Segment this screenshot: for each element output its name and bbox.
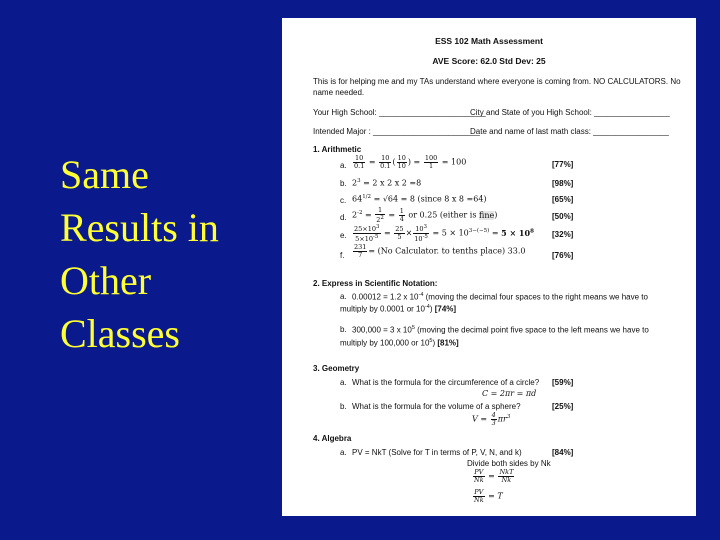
sci-heading: 2. Express in Scientific Notation:	[313, 279, 438, 288]
slide-title	[60, 148, 260, 360]
arith-b-exponent: 3	[357, 178, 361, 184]
geo-a-question: What is the formula for the circumference of a circle?	[352, 378, 540, 387]
alg-divide-note: Divide both sides by Nk	[467, 459, 551, 468]
arith-b-percent: [98%]	[552, 179, 574, 188]
sci-a-line2: multiply by 0.0001 or $10^{-4}$) [74%]	[340, 304, 457, 314]
arith-b-expression: $2^3 = 2$ x 2 x 2 =8	[352, 178, 422, 188]
arith-d-expression: $2^{-2}$ = $\frac{1}{2^2}$ = $\frac{1}{4}$ or 0.25 (either is fine)	[352, 206, 498, 225]
arith-d-percent: [50%]	[552, 212, 574, 221]
arith-a-expression: $\frac{10}{0.1}$ = $\frac{10}{0.1}$ ( $\frac{10}{10}$ ) = $\frac{100}{1}$ = 100	[354, 154, 467, 170]
arith-e-label: e.	[340, 231, 347, 240]
slide-title-line-4: Classes	[60, 311, 180, 356]
arith-f-text: = (No Calculator. to tenths place) 33.0	[368, 246, 526, 256]
assessment-document	[282, 18, 696, 516]
geo-a-percent: [59%]	[552, 378, 574, 387]
sci-a-line1: 0.00012 = 1.2 x $10^{-4}$ (moving the decimal four spaces to the right means we have to	[352, 292, 648, 302]
sci-b-line1: 300,000 = 3 x $10^5$ (moving the decimal point five space to the left means we have to	[352, 325, 649, 335]
arith-d-label: d.	[340, 213, 347, 222]
sci-a-percent: [74%]	[434, 304, 457, 314]
arith-c-label: c.	[340, 196, 347, 205]
arith-e-percent: [32%]	[552, 230, 574, 239]
slide-title-line-3: Other	[60, 258, 152, 303]
document-title: ESS 102 Math Assessment	[435, 36, 543, 46]
arith-c-percent: [65%]	[552, 195, 574, 204]
geo-b-question: What is the formula for the volume of a sphere?	[352, 402, 521, 411]
score-line: AVE Score: 62.0 Std Dev: 25	[432, 56, 546, 66]
sci-a-label: a.	[340, 292, 347, 301]
intro-line-1: This is for helping me and my TAs understand where everyone is coming from. NO CALCULATORS. No	[313, 77, 681, 86]
arith-e-expression: $\frac{25\times 10^3}{5\times 10^{-5}}$ = $\frac{25}{5}$ × $\frac{10^3}{10^{-5}}$ = $5 \times 10^{3-(-5)} = 5 \times 10^8$	[354, 224, 534, 244]
intro-line-2: name needed.	[313, 88, 365, 97]
arith-f-expression: $\frac{231}{7}$ = (No Calculator. to tenths place) 33.0	[354, 243, 526, 259]
alg-a-question: PV = NkT (Solve for T in terms of P, V, N, and k)	[352, 448, 522, 457]
arith-c-expression: $64^{1/2} = √64 = 8$ (since 8 x 8 =64)	[352, 194, 487, 204]
sci-b-percent: [81%]	[437, 338, 459, 348]
arith-f-label: f.	[340, 251, 345, 260]
geo-b-answer: V = $\frac{4}{3}$ $\pi r^3$	[472, 411, 511, 427]
arith-a-label: a.	[340, 161, 347, 170]
last-math-field: Date and name of last math class: _________________	[470, 127, 669, 136]
major-field: Intended Major : ________________________	[313, 127, 480, 136]
alg-a-percent: [84%]	[552, 448, 574, 457]
arith-b-label: b.	[340, 179, 347, 188]
alg-step-2: $\frac{PV}{Nk}$ = T	[474, 488, 503, 504]
sci-b-label: b.	[340, 325, 347, 334]
slide-title-line-1: Same	[60, 152, 149, 197]
arith-a-percent: [77%]	[552, 160, 574, 169]
algebra-heading: 4. Algebra	[313, 434, 352, 443]
city-state-field: City and State of you High School: _________________	[470, 108, 670, 117]
geo-b-label: b.	[340, 402, 347, 411]
slide-title-line-2: Results in	[60, 205, 219, 250]
arith-f-percent: [76%]	[552, 251, 574, 260]
arithmetic-heading: 1. Arithmetic	[313, 145, 362, 154]
geo-a-label: a.	[340, 378, 347, 387]
sci-b-line2: multiply by 100,000 or $10^5$) [81%]	[340, 338, 459, 348]
alg-a-label: a.	[340, 448, 347, 457]
geo-b-percent: [25%]	[552, 402, 574, 411]
geometry-heading: 3. Geometry	[313, 364, 360, 373]
alg-step-1: $\frac{PV}{Nk}$ = $\frac{\text{NkT}}{Nk}$	[474, 468, 514, 484]
high-school-field: Your High School: ________________________	[313, 108, 486, 117]
geo-a-answer: C = 2πr = πd	[482, 389, 537, 398]
